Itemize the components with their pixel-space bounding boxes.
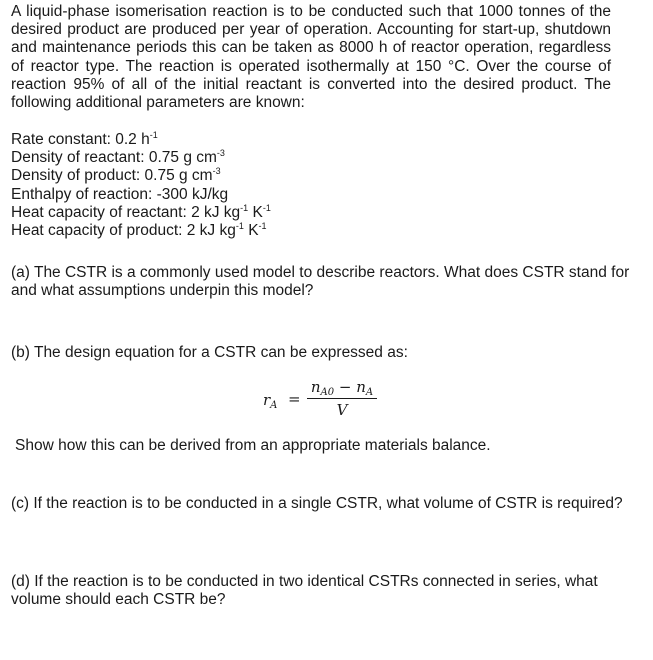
equation-n-initial-subscript: A0 — [320, 387, 335, 398]
equation-minus-sign: − — [334, 378, 357, 396]
parameter-exponent: -1 — [262, 202, 271, 213]
question-c: (c) If the reaction is to be conducted in a single CSTR, what volume of CSTR is required? — [11, 495, 623, 512]
parameter-label: Density of reactant: 0.75 g cm — [11, 149, 217, 167]
parameter-exponent: -1 — [149, 130, 158, 140]
parameter-density-reactant — [11, 149, 271, 167]
parameter-list — [11, 131, 271, 240]
equation-denominator: V — [336, 401, 348, 419]
parameter-label: Heat capacity of product: 2 kJ kg — [11, 222, 236, 240]
problem-intro: A liquid-phase isomerisation reaction is to be conducted such that 1000 tonnes of the desired product are produced per year of operation. Accounting for start-up, shutdown and maintenance periods this can be taken as 8000 h of reactor operation, regardless of reactor type. The reaction is operated isothermally at 150 °C. Over the course of reaction 95% of all of the initial reactant is converted into the desired product. The following additional parameters are known: — [11, 3, 611, 112]
parameter-exponent: -1 — [258, 221, 267, 232]
equation-n-final: n — [356, 378, 366, 396]
equation-rate-symbol: r — [263, 391, 271, 409]
parameter-exponent: -3 — [216, 148, 225, 159]
parameter-heat-capacity-product — [11, 222, 271, 240]
equation-equals-sign: = — [288, 390, 301, 408]
parameter-label: Density of product: 0.75 g cm — [11, 167, 213, 185]
parameter-exponent: -3 — [212, 166, 221, 177]
question-d: (d) If the reaction is to be conducted in two identical CSTRs connected in series, what volume should each CSTR be? — [11, 573, 598, 609]
question-a: (a) The CSTR is a commonly used model to describe reactors. What does CSTR stand for and what assumptions underpin this model? — [11, 264, 630, 300]
parameter-exponent: -1 — [240, 202, 249, 213]
parameter-heat-capacity-reactant — [11, 204, 271, 222]
parameter-density-product — [11, 167, 271, 185]
parameter-label: Heat capacity of reactant: 2 kJ kg — [11, 203, 241, 221]
parameter-rate-constant — [11, 131, 271, 149]
parameter-unit: K — [248, 203, 263, 221]
fraction-bar — [307, 398, 377, 399]
parameter-exponent: -1 — [235, 221, 244, 232]
question-b: (b) The design equation for a CSTR can be expressed as: — [11, 344, 408, 361]
equation-numerator — [307, 378, 377, 397]
parameter-label: Enthalpy of reaction: -300 kJ/kg — [11, 185, 229, 203]
parameter-label: Rate constant: 0.2 h — [11, 131, 150, 148]
equation-rate-subscript: A — [270, 400, 278, 411]
parameter-enthalpy — [11, 186, 271, 204]
equation-n-final-subscript: A — [365, 387, 374, 398]
equation-fraction — [307, 378, 377, 419]
question-b-instruction: Show how this can be derived from an appropriate materials balance. — [15, 437, 491, 454]
equation-n-initial: n — [310, 378, 321, 396]
equation-lhs — [263, 391, 277, 411]
parameter-unit: K — [243, 222, 259, 240]
